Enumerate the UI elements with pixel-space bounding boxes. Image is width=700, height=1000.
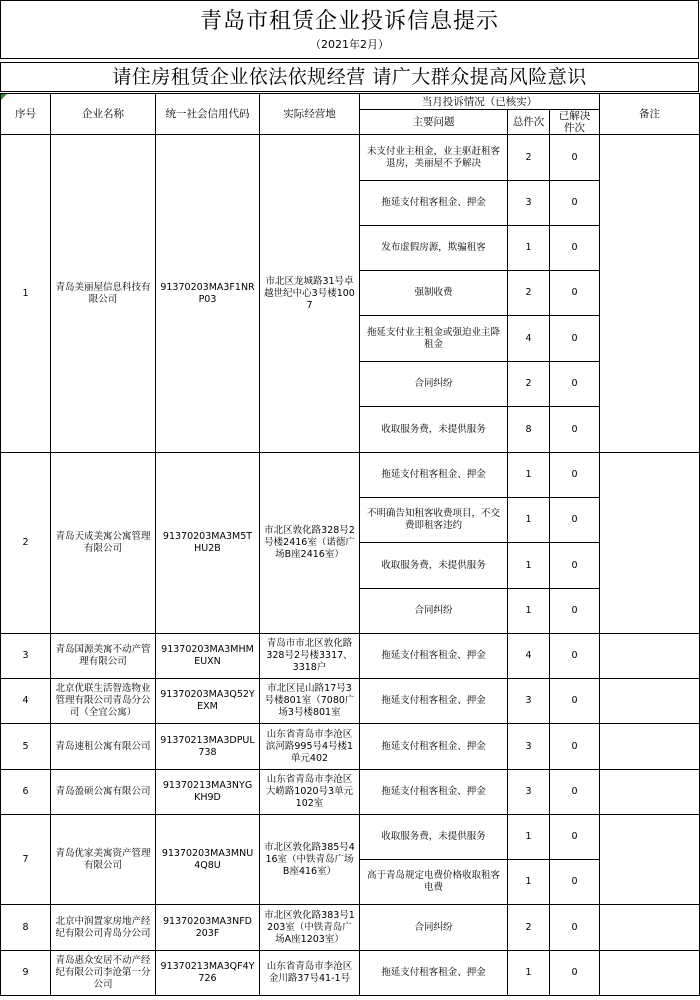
issue-text: 合同纠纷 bbox=[360, 905, 508, 951]
row-seq: 2 bbox=[1, 453, 51, 634]
resolved-count: 0 bbox=[550, 951, 600, 996]
header-total: 总件次 bbox=[508, 110, 550, 135]
issue-text: 拖延支付租客租金、押金 bbox=[360, 453, 508, 498]
note-cell bbox=[600, 905, 700, 951]
issue-text: 拖延支付租客租金、押金 bbox=[360, 951, 508, 996]
credit-code: 91370203MA3Q52YEXM bbox=[156, 679, 260, 724]
row-seq: 3 bbox=[1, 634, 51, 679]
total-count: 8 bbox=[508, 407, 550, 453]
row-seq: 8 bbox=[1, 905, 51, 951]
table-row bbox=[1, 453, 700, 498]
table-header-row bbox=[1, 94, 700, 110]
note-cell bbox=[600, 135, 700, 453]
business-address: 山东省青岛市李沧区滨河路995号4号楼1单元402 bbox=[260, 724, 360, 770]
total-count: 4 bbox=[508, 316, 550, 362]
total-count: 4 bbox=[508, 634, 550, 679]
total-count: 3 bbox=[508, 679, 550, 724]
total-count: 1 bbox=[508, 860, 550, 905]
issue-text: 拖延支付租客租金、押金 bbox=[360, 634, 508, 679]
note-cell bbox=[600, 770, 700, 815]
row-seq: 4 bbox=[1, 679, 51, 724]
issue-text: 发布虚假房源，欺骗租客 bbox=[360, 226, 508, 271]
issue-text: 收取服务费，未提供服务 bbox=[360, 407, 508, 453]
resolved-count: 0 bbox=[550, 453, 600, 498]
table-row bbox=[1, 724, 700, 770]
issue-text: 拖延支付业主租金或强迫业主降租金 bbox=[360, 316, 508, 362]
total-count: 2 bbox=[508, 271, 550, 316]
business-address: 青岛市市北区敦化路328号2号楼3317、3318户 bbox=[260, 634, 360, 679]
credit-code: 91370203MA3MHMEUXN bbox=[156, 634, 260, 679]
total-count: 1 bbox=[508, 589, 550, 634]
company-name: 青岛惠众安居不动产经纪有限公司李沧第一分公司 bbox=[51, 951, 156, 996]
issue-text: 未支付业主租金，业主驱赶租客退房，美丽屋不予解决 bbox=[360, 135, 508, 181]
credit-code: 91370203MA3F1NRP03 bbox=[156, 135, 260, 453]
credit-code: 91370213MA3DPUL738 bbox=[156, 724, 260, 770]
credit-code: 91370203MA3NFD203F bbox=[156, 905, 260, 951]
total-count: 2 bbox=[508, 905, 550, 951]
resolved-count: 0 bbox=[550, 724, 600, 770]
resolved-count: 0 bbox=[550, 815, 600, 860]
company-name: 北京中润置家房地产经纪有限公司青岛分公司 bbox=[51, 905, 156, 951]
issue-text: 拖延支付租客租金、押金 bbox=[360, 724, 508, 770]
credit-code: 91370213MA3QF4Y726 bbox=[156, 951, 260, 996]
issue-text: 高于青岛规定电费价格收取租客电费 bbox=[360, 860, 508, 905]
company-name: 青岛优家美寓资产管理有限公司 bbox=[51, 815, 156, 905]
table-row bbox=[1, 951, 700, 996]
company-name: 北京优联生活智选物业管理有限公司青岛分公司（全宜公寓） bbox=[51, 679, 156, 724]
total-count: 3 bbox=[508, 724, 550, 770]
resolved-count: 0 bbox=[550, 271, 600, 316]
business-address: 市北区昆山路17号3号楼801室（7080广场3号楼801室 bbox=[260, 679, 360, 724]
credit-code: 91370213MA3NYGKH9D bbox=[156, 770, 260, 815]
row-seq: 6 bbox=[1, 770, 51, 815]
report-date: （2021年2月） bbox=[310, 38, 389, 51]
resolved-count: 0 bbox=[550, 362, 600, 407]
resolved-count: 0 bbox=[550, 226, 600, 271]
resolved-count: 0 bbox=[550, 770, 600, 815]
page-title: 青岛市租赁企业投诉信息提示 bbox=[199, 9, 499, 34]
business-address: 山东省青岛市李沧区大崂路1020号3单元102室 bbox=[260, 770, 360, 815]
resolved-count: 0 bbox=[550, 316, 600, 362]
business-address: 山东省青岛市李沧区金川路37号41-1号 bbox=[260, 951, 360, 996]
issue-text: 合同纠纷 bbox=[360, 362, 508, 407]
issue-text: 拖延支付租客租金、押金 bbox=[360, 679, 508, 724]
business-address: 市北区敦化路328号2号楼2416室（诺德广场B座2416室） bbox=[260, 453, 360, 634]
header-complaints: 当月投诉情况（已核实） bbox=[360, 94, 600, 110]
row-seq: 9 bbox=[1, 951, 51, 996]
header-issue: 主要问题 bbox=[360, 110, 508, 135]
total-count: 1 bbox=[508, 226, 550, 271]
business-address: 市北区敦化路385号416室（中铁青岛广场B座416室） bbox=[260, 815, 360, 905]
table-row bbox=[1, 679, 700, 724]
header-company-name: 企业名称 bbox=[51, 94, 156, 135]
header-note: 备注 bbox=[600, 94, 700, 135]
resolved-count: 0 bbox=[550, 407, 600, 453]
row-seq: 5 bbox=[1, 724, 51, 770]
company-name: 青岛美丽屋信息科技有限公司 bbox=[51, 135, 156, 453]
resolved-count: 0 bbox=[550, 498, 600, 543]
issue-text: 收取服务费，未提供服务 bbox=[360, 815, 508, 860]
note-cell bbox=[600, 453, 700, 634]
table-row bbox=[1, 634, 700, 679]
resolved-count: 0 bbox=[550, 634, 600, 679]
credit-code: 91370203MA3M5THU2B bbox=[156, 453, 260, 634]
business-address: 市北区敦化路383号1203室（中铁青岛广场A座1203室） bbox=[260, 905, 360, 951]
total-count: 1 bbox=[508, 815, 550, 860]
table-row bbox=[1, 135, 700, 181]
credit-code: 91370203MA3MNU4Q8U bbox=[156, 815, 260, 905]
total-count: 1 bbox=[508, 498, 550, 543]
company-name: 青岛速租公寓有限公司 bbox=[51, 724, 156, 770]
resolved-count: 0 bbox=[550, 543, 600, 589]
resolved-count: 0 bbox=[550, 181, 600, 226]
total-count: 3 bbox=[508, 181, 550, 226]
company-name: 青岛盈硕公寓有限公司 bbox=[51, 770, 156, 815]
notice-title-box bbox=[0, 0, 699, 59]
cell-error-marker bbox=[1, 94, 7, 100]
resolved-count: 0 bbox=[550, 860, 600, 905]
complaint-table bbox=[0, 93, 700, 996]
note-cell bbox=[600, 951, 700, 996]
note-cell bbox=[600, 634, 700, 679]
total-count: 1 bbox=[508, 951, 550, 996]
total-count: 2 bbox=[508, 135, 550, 181]
header-credit-code: 统一社会信用代码 bbox=[156, 94, 260, 135]
issue-text: 拖延支付租客租金、押金 bbox=[360, 770, 508, 815]
resolved-count: 0 bbox=[550, 589, 600, 634]
total-count: 3 bbox=[508, 770, 550, 815]
row-seq: 7 bbox=[1, 815, 51, 905]
table-row bbox=[1, 815, 700, 860]
table-row bbox=[1, 905, 700, 951]
resolved-count: 0 bbox=[550, 905, 600, 951]
issue-text: 不明确告知租客收费项目，不交费即租客违约 bbox=[360, 498, 508, 543]
header-resolved: 已解决件次 bbox=[550, 110, 600, 135]
total-count: 2 bbox=[508, 362, 550, 407]
total-count: 1 bbox=[508, 453, 550, 498]
issue-text: 强制收费 bbox=[360, 271, 508, 316]
header-seq: 序号 bbox=[1, 94, 51, 135]
notice-slogan: 请住房租赁企业依法依规经营 请广大群众提高风险意识 bbox=[0, 62, 699, 92]
business-address: 市北区龙城路31号卓越世纪中心3号楼1007 bbox=[260, 135, 360, 453]
issue-text: 收取服务费，未提供服务 bbox=[360, 543, 508, 589]
note-cell bbox=[600, 815, 700, 905]
table-row bbox=[1, 770, 700, 815]
issue-text: 合同纠纷 bbox=[360, 589, 508, 634]
total-count: 1 bbox=[508, 543, 550, 589]
company-name: 青岛国源美寓不动产管理有限公司 bbox=[51, 634, 156, 679]
note-cell bbox=[600, 679, 700, 724]
resolved-count: 0 bbox=[550, 135, 600, 181]
header-address: 实际经营地 bbox=[260, 94, 360, 135]
row-seq: 1 bbox=[1, 135, 51, 453]
resolved-count: 0 bbox=[550, 679, 600, 724]
note-cell bbox=[600, 724, 700, 770]
company-name: 青岛天成美寓公寓管理有限公司 bbox=[51, 453, 156, 634]
issue-text: 拖延支付租客租金、押金 bbox=[360, 181, 508, 226]
